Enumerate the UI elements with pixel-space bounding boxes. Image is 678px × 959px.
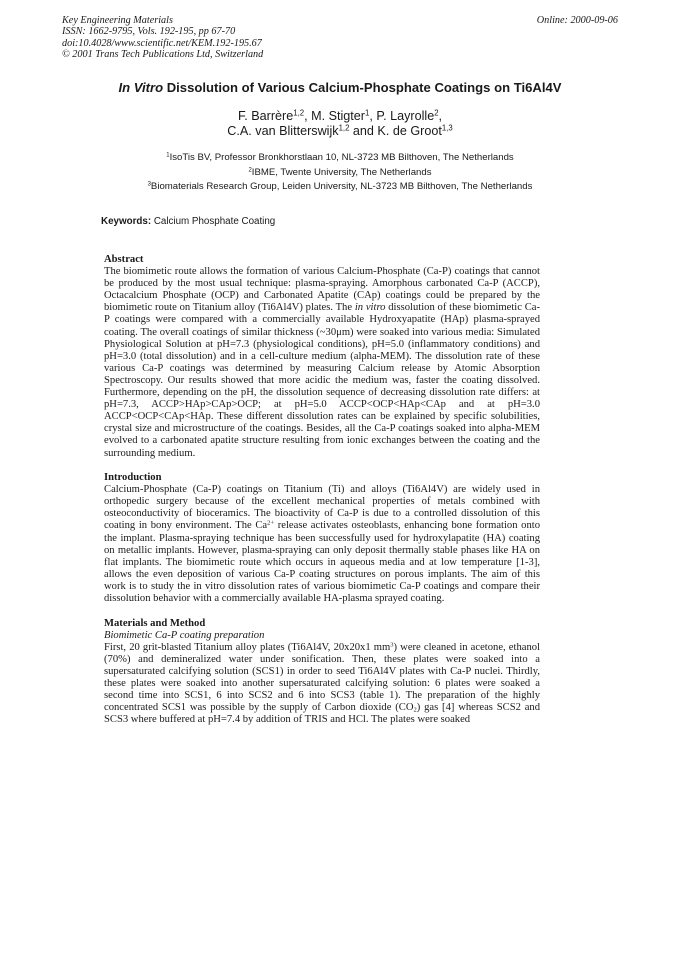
affiliation-number: 1	[166, 152, 170, 159]
introduction-heading: Introduction	[104, 472, 162, 484]
author-line-1	[60, 109, 620, 124]
superscript: 3	[390, 641, 394, 649]
abstract-section	[104, 254, 540, 460]
keywords-value: Calcium Phosphate Coating	[151, 216, 276, 227]
paper-title	[60, 80, 620, 95]
affiliation-list	[60, 151, 620, 195]
affiliation	[60, 180, 620, 195]
author-line-2	[60, 124, 620, 139]
author-affil-mark: 1,3	[441, 123, 453, 133]
abstract-text: dissolution of these biomimetic Ca-P coatings were compared with a commercially available Hydroxyapatite (HAp) plasma-sprayed coating. The overall coatings of similar thickness (~30μm) were soaked into various media: Simulated Physiological Solution at pH=7.3 (physiological conditions), pH=5.0 (inflammatory conditions) and pH=3.0 (total dissolution) and in a cell-culture medium (alpha-MEM). The dissolution rate of these various Ca-P coatings was determined by measuring Calcium release by Atomic Absorption Spectroscopy. Our results showed that more acidic the medium was, faster the coating dissolved. Furthermore, depending on the pH, the dissolution sequence of decreasing dissolution rate differs: at pH=7.3, ACCP>HAp>CAp>OCP; at pH=5.0 ACCP<OCP<HAp<CAp and at pH=3.0 ACCP<OCP<CAp<HAp. These different dissolution rates can be explained by specific solubilities, crystal size and microstructure of the coatings. Besides, all the Ca-P coatings soaked into alpha-MEM evolved to a carbonated apatite structure resulting from ionic exchanges between the coating and the surrounding medium.	[104, 302, 540, 459]
methods-section	[104, 618, 540, 727]
subscript: 2	[413, 706, 417, 714]
methods-subheading: Biomimetic Ca-P coating preparation	[104, 629, 265, 641]
title-rest: Dissolution of Various Calcium-Phosphate Coatings on Ti6Al4V	[163, 80, 562, 95]
author-affil-mark: 2	[434, 108, 439, 118]
affiliation-text: IBME, Twente University, The Netherlands	[251, 166, 432, 178]
abstract-text: The biomimetic route allows the formation of various Calcium-Phosphate (Ca-P) coatings that cannot be produced by the most usual technique: plasma-spraying. Amorphous carbonated Ca-P (ACCP), Octacalcium Phosphate (OCP) and Carbonated Apatite (CAp) coatings could be prepared by the biomimetic route on Titanium alloy (Ti6Al4V) plates. The	[104, 266, 540, 314]
issn-line: ISSN: 1662-9795, Vols. 192-195, pp 67-70	[62, 26, 236, 38]
title-italic: In Vitro	[118, 80, 164, 95]
journal-name: Key Engineering Materials	[62, 15, 173, 26]
methods-text: ) gas [4] whereas SCS2 and SCS3 where buffered at pH=7.4 by addition of TRIS and HCl. The plates were soaked	[104, 702, 541, 726]
methods-text: First, 20 grit-blasted Titanium alloy plates (Ti6Al4V, 20x20x1 mm	[104, 641, 391, 653]
affiliation-text: IsoTis BV, Professor Bronkhorstlaan 10, NL-3723 MB Bilthoven, The Netherlands	[169, 152, 514, 163]
affiliation-text: Biomaterials Research Group, Leiden University, NL-3723 MB Bilthoven, The Netherlands	[150, 181, 533, 193]
author-affil-mark: 1,2	[293, 108, 305, 118]
author-name: and K. de Groot	[349, 124, 442, 138]
copyright-line: © 2001 Trans Tech Publications Ltd, Switzerland	[62, 49, 264, 61]
author-name: F. Barrère	[237, 109, 294, 123]
superscript: 2+	[267, 519, 275, 527]
introduction-section	[104, 472, 540, 605]
doi-line: doi:10.4028/www.scientific.net/KEM.192-195.67	[62, 37, 262, 49]
abstract-heading: Abstract	[104, 254, 144, 265]
introduction-text: release activates osteoblasts, enhancing bone formation onto the implant. Plasma-spraying technique has been successfully used for hydroxylapatite (HA) coating on metallic implants. However, plasma-spraying can only deposit thermally stable phases like HA on flat implants. The biomimetic route which occurs in aqueous media and at low temperature [1-3], allows the even deposition of various Ca-P coating structures on porous implants. The aim of this work is to study the in vitro dissolution rates of various biomimetic Ca-P coatings and compare their dissolution behavior with a commercially available HA-plasma sprayed coating.	[104, 520, 540, 605]
journal-header	[62, 15, 618, 61]
affiliation-number: 3	[147, 181, 151, 188]
author-list	[60, 109, 620, 139]
author-name: , M. Stigter	[304, 109, 365, 123]
author-name: C.A. van Blitterswijk	[227, 124, 339, 138]
affiliation-number: 2	[248, 167, 252, 174]
methods-paragraph	[104, 642, 540, 727]
author-separator: ,	[438, 109, 443, 123]
author-name: , P. Layrolle	[369, 109, 435, 123]
affiliation	[60, 151, 620, 166]
affiliation	[60, 166, 620, 181]
methods-heading: Materials and Method	[104, 617, 206, 629]
abstract-paragraph	[104, 266, 540, 460]
keywords-label: Keywords:	[101, 216, 152, 227]
online-date: Online: 2000-09-06	[536, 15, 618, 26]
keywords	[101, 216, 601, 227]
methods-text: ) were cleaned in acetone, ethanol (70%) and demineralized water under sonification. Then, these plates were soaked into a supersaturated calcifying solution (SCS1) in order to seed Ti6Al4V plates with Ca-P nuclei. Thirdly, these plates were soaked into another supersaturated calcifying solution: 6 plates were soaked a second time into SCS1, 6 into SCS2 and 6 into SCS3 (table 1). The preparation of the highly concentrated SCS1 was possible by the supply of Carbon dioxide (CO	[104, 641, 540, 714]
paper-body	[104, 254, 540, 739]
abstract-italic: in vitro	[354, 302, 386, 314]
author-affil-mark: 1,2	[338, 123, 350, 133]
introduction-paragraph	[104, 484, 540, 605]
introduction-text: Calcium-Phosphate (Ca-P) coatings on Titanium (Ti) and alloys (Ti6Al4V) are widely used in orthopedic surgery because of the excellent mechanical properties of metals combined with osteoconductivity of bioceramics. The bioactivity of Ca-P is due to a controlled dissolution of this coating in bony environment. The Ca	[104, 484, 540, 532]
author-affil-mark: 1	[364, 108, 370, 118]
